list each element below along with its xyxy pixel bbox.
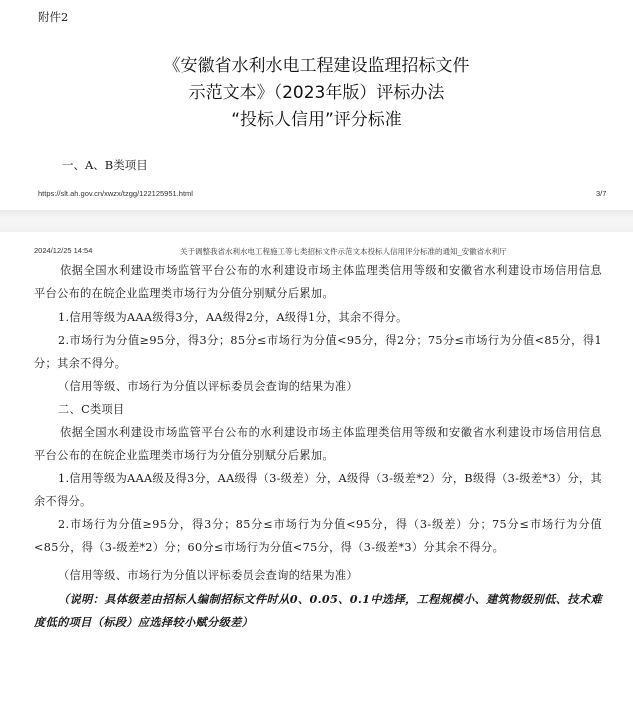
section-heading-c: 二、C类项目	[58, 403, 125, 416]
footer-page-number: 3/7	[596, 189, 607, 198]
document-title-line-1: 《安徽省水利水电工程建设监理招标文件	[163, 56, 470, 76]
document-title-line-3: “投标人信用”评分标准	[231, 110, 402, 130]
document-title-line-2: 示范文本》（2023年版）评标办法	[188, 83, 445, 103]
document-page-1	[0, 0, 633, 210]
paragraph-c-market-score: 2.市场行为分值≥95分，得3分；85分≤市场行为分值<95分，得（3-级差）分；75分≤市场行为分值<85分，得（3-级差*2）分；60分≤市场行为分值<75分，得（3-级差*3）分其余不得分。	[34, 518, 602, 554]
paragraph-c-intro: 依据全国水利建设市场监管平台公布的水利建设市场主体监理类信用等级和安徽省水利建设市场信用信息平台公布的在皖企业监理类市场行为分值分别赋分后累加。	[34, 426, 602, 462]
paragraph-c-credit-grade: 1.信用等级为AAA级及得3分，AA级得（3-级差）分，A级得（3-级差*2）分，B级得（3-级差*3）分，其余不得分。	[34, 472, 602, 508]
attachment-label: 附件2	[38, 10, 69, 24]
footer-url[interactable]: https://slt.ah.gov.cn/xwzx/tzgg/122125951.html	[38, 189, 193, 198]
paragraph-ab-note: （信用等级、市场行为分值以评标委员会查询的结果为准）	[58, 380, 358, 393]
document-page-2	[0, 232, 633, 708]
page-separator	[0, 210, 633, 232]
header-page-title: 关于调整我省水利水电工程施工等七类招标文件示范文本投标人信用评分标准的通知_安徽省水利厅	[180, 247, 507, 256]
paragraph-ab-market-score: 2.市场行为分值≥95分，得3分；85分≤市场行为分值<95分，得2分；75分≤市场行为分值<85分，得1分；其余不得分。	[34, 334, 602, 370]
paragraph-ab-intro: 依据全国水利建设市场监管平台公布的水利建设市场主体监理类信用等级和安徽省水利建设市场信用信息平台公布的在皖企业监理类市场行为分值分别赋分后累加。	[34, 264, 602, 300]
paragraph-c-remark: （说明：具体级差由招标人编制招标文件时从0、0.05、0.1中选择，工程规模小、建筑物级别低、技术难度低的项目（标段）应选择较小赋分级差）	[34, 592, 602, 629]
header-timestamp: 2024/12/25 14:54	[34, 246, 93, 255]
paragraph-ab-credit-grade: 1.信用等级为AAA级得3分，AA级得2分，A级得1分，其余不得分。	[58, 311, 408, 324]
paragraph-c-note: （信用等级、市场行为分值以评标委员会查询的结果为准）	[58, 569, 358, 582]
section-heading-ab: 一、A、B类项目	[62, 158, 148, 172]
